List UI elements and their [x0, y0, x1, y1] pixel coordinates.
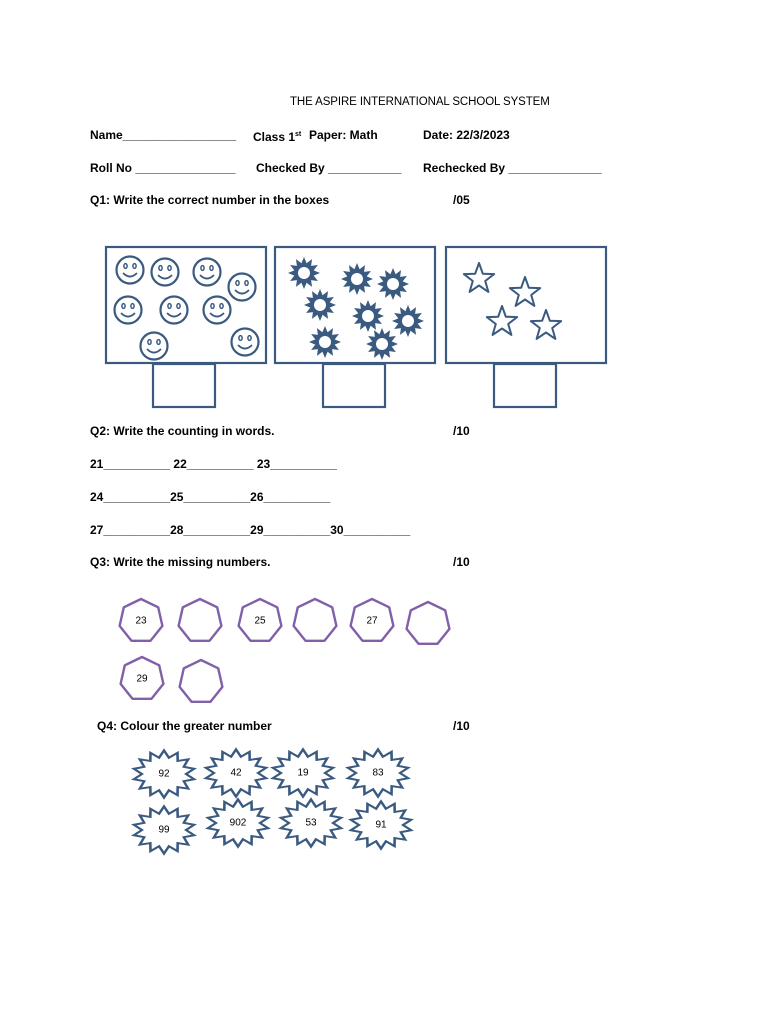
smiley-face-icon: [117, 257, 144, 284]
paper-label: Paper: Math: [309, 128, 378, 142]
starburst-number: 99: [158, 824, 170, 836]
smiley-face-icon: [194, 259, 221, 286]
starburst-number: 42: [230, 767, 242, 779]
smiley-face-icon: [152, 259, 179, 286]
smiley-face-icon: [204, 297, 231, 324]
q4-marks: /10: [453, 719, 470, 733]
heptagon-number: 29: [136, 673, 148, 685]
smiley-face-icon: [232, 329, 259, 356]
number-heptagon[interactable]: [294, 599, 337, 641]
star-icon: [510, 277, 540, 306]
flower-icon: [288, 257, 320, 289]
flower-icon: [304, 289, 336, 321]
flower-icon: [341, 263, 373, 295]
q1-marks: /05: [453, 193, 470, 207]
q2-line-3: 27__________28__________29__________30__________: [90, 523, 411, 537]
number-heptagon[interactable]: [179, 599, 222, 641]
rechecked-by-field: Rechecked By ______________: [423, 161, 602, 175]
answer-box-2[interactable]: [323, 364, 385, 407]
heptagon-number: 23: [135, 615, 147, 627]
q2-line-1: 21__________ 22__________ 23__________: [90, 457, 337, 471]
flower-icon: [352, 300, 384, 332]
class-label: Class 1st: [253, 130, 302, 144]
number-heptagon[interactable]: [180, 660, 223, 702]
heptagon-number: 25: [254, 615, 266, 627]
star-icon: [464, 263, 494, 292]
smiley-face-icon: [161, 297, 188, 324]
picture-box-3: [446, 247, 606, 363]
starburst-number: 19: [297, 767, 309, 779]
page-title: THE ASPIRE INTERNATIONAL SCHOOL SYSTEM: [290, 96, 550, 108]
smiley-face-icon: [229, 274, 256, 301]
q2-marks: /10: [453, 424, 470, 438]
flower-icon: [366, 328, 398, 360]
star-icon: [487, 306, 517, 335]
smiley-face-icon: [141, 333, 168, 360]
starburst-number: 53: [305, 817, 317, 829]
date-label: Date: 22/3/2023: [423, 128, 510, 142]
roll-no-field: Roll No _______________: [90, 161, 236, 175]
number-heptagon[interactable]: [407, 602, 450, 644]
checked-by-field: Checked By ___________: [256, 161, 402, 175]
smiley-face-icon: [115, 297, 142, 324]
flower-icon: [309, 326, 341, 358]
starburst-number: 83: [372, 767, 384, 779]
q2-line-2: 24__________25__________26__________: [90, 490, 331, 504]
q2-prompt: Q2: Write the counting in words.: [90, 424, 275, 438]
flower-icon: [392, 305, 424, 337]
q3-marks: /10: [453, 555, 470, 569]
heptagon-number: 27: [366, 615, 378, 627]
q4-prompt: Q4: Colour the greater number: [97, 719, 272, 733]
star-icon: [531, 310, 561, 339]
name-field: Name_________________: [90, 128, 237, 142]
starburst-number: 91: [375, 819, 387, 831]
q1-prompt: Q1: Write the correct number in the boxes: [90, 193, 330, 207]
answer-box-3[interactable]: [494, 364, 556, 407]
answer-box-1[interactable]: [153, 364, 215, 407]
starburst-number: 92: [158, 768, 170, 780]
starburst-number: 902: [229, 817, 247, 829]
q3-prompt: Q3: Write the missing numbers.: [90, 555, 271, 569]
flower-icon: [377, 268, 409, 300]
